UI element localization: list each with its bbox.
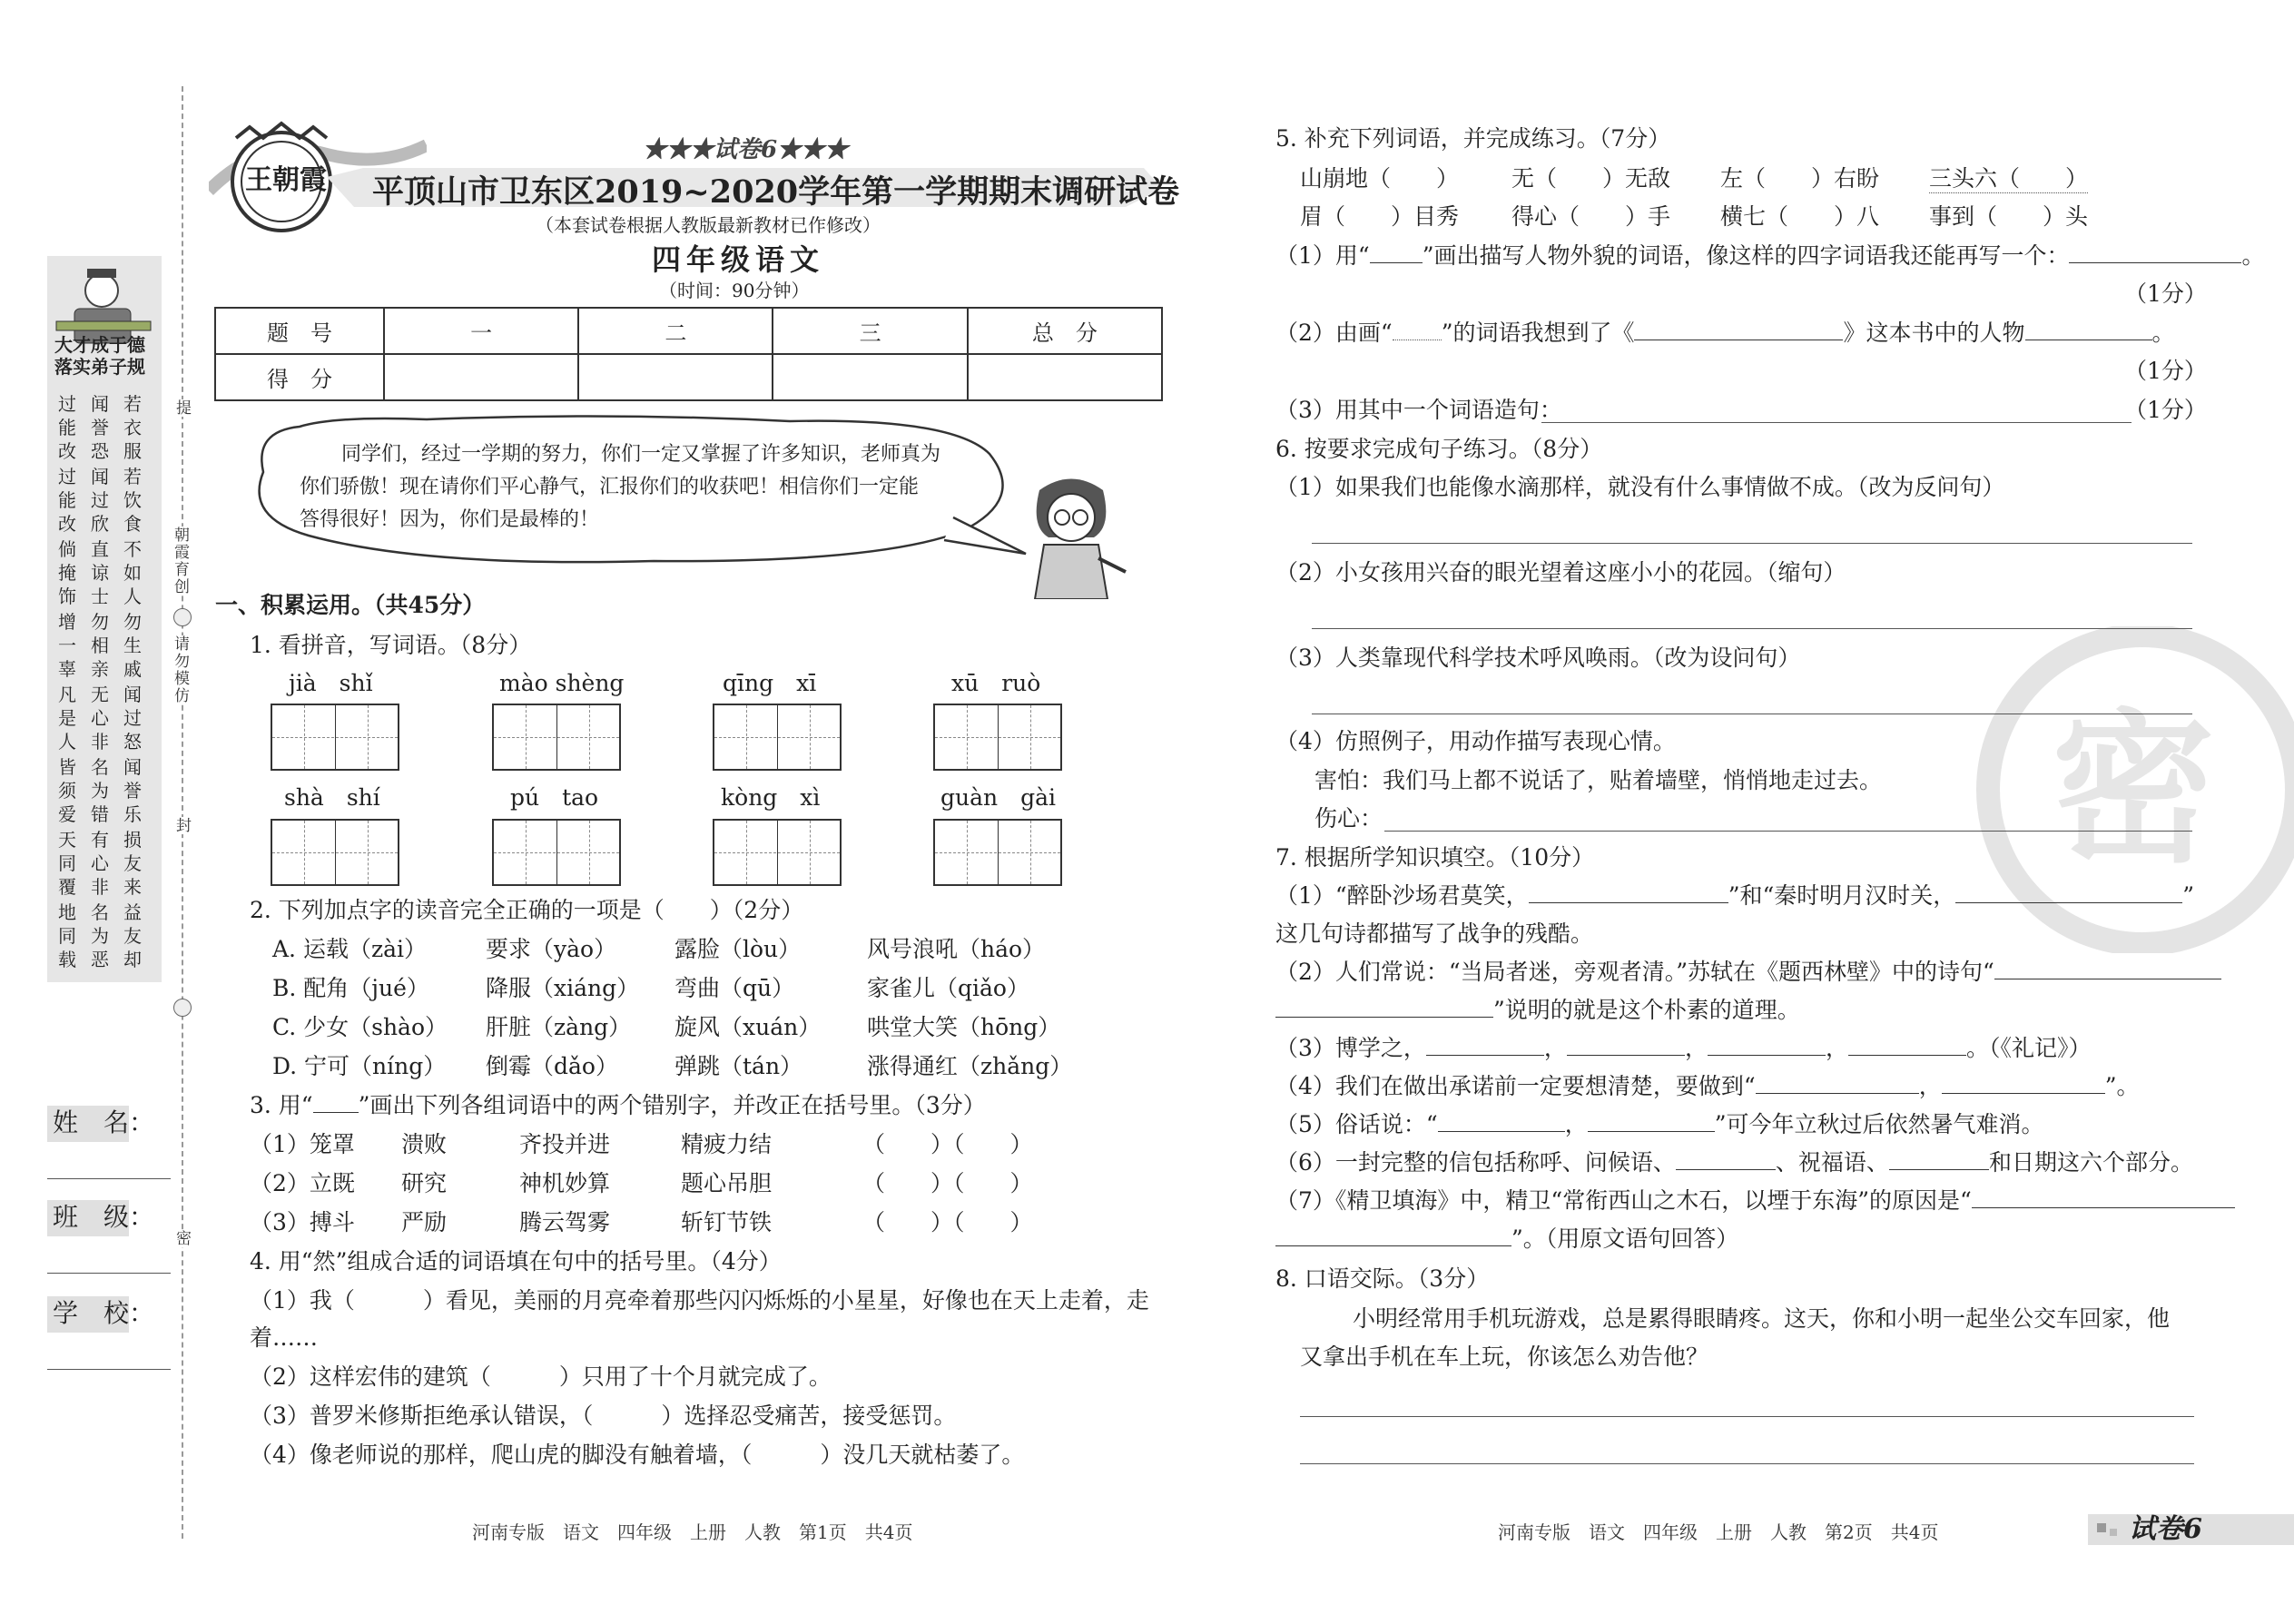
q3-word: 研究 bbox=[401, 1170, 448, 1196]
question-1: 1. 看拼音，写词语。（8分） bbox=[250, 632, 532, 658]
q6-4-example: 害怕：我们马上都不说话了，贴着墙壁，悄悄地走过去。 bbox=[1314, 767, 1883, 793]
writing-grid[interactable] bbox=[933, 704, 1062, 771]
exam-subtitle: （本套试卷根据人教版最新教材已作修改） bbox=[536, 214, 881, 236]
motto: 名为错 bbox=[91, 756, 109, 825]
option: 倒霉（dǎo） bbox=[486, 1053, 618, 1079]
motto: 天同覆 bbox=[58, 829, 76, 898]
underline-sample bbox=[313, 1092, 359, 1113]
school-label: 学 校： bbox=[53, 1298, 155, 1328]
score-header: 总 分 bbox=[968, 308, 1162, 354]
q7-7b: ”。（用原文语句回答） bbox=[1511, 1225, 1739, 1252]
exam-time: （时间：90分钟） bbox=[659, 280, 810, 301]
option: 弯曲（qū） bbox=[674, 975, 795, 1001]
q5-2-post: 》这本书中的人物 bbox=[1843, 320, 2025, 346]
q8-text-1: 小明经常用手机玩游戏，总是累得眼睛疼。这天，你和小明一起坐公交车回家，他 bbox=[1353, 1305, 2171, 1332]
answer-blank[interactable] bbox=[1426, 1035, 1544, 1056]
q5-word: 山崩地（ ） bbox=[1300, 165, 1460, 192]
option: 哄堂大笑（hōng） bbox=[867, 1014, 1061, 1040]
name-field[interactable] bbox=[47, 1178, 171, 1179]
motto: 益友却 bbox=[123, 901, 142, 970]
motto: 过能改 bbox=[58, 393, 76, 462]
pinyin-label: mào shèng bbox=[499, 670, 625, 696]
pinyin-label: guàn gài bbox=[940, 784, 1057, 811]
q7-7 bbox=[1275, 1187, 2235, 1215]
q3-word: （1）笼罩 bbox=[250, 1131, 355, 1157]
q7-1a: （1）“醉卧沙场君莫笑， bbox=[1275, 882, 1529, 909]
q5-1 bbox=[1275, 242, 2265, 270]
logo-text: 王朝霞 bbox=[245, 164, 327, 196]
motto: 损友来 bbox=[123, 829, 142, 898]
motto: 皆须爱 bbox=[58, 756, 76, 825]
answer-blank[interactable] bbox=[1529, 882, 1728, 903]
score-cell[interactable] bbox=[968, 354, 1162, 400]
q5-word: 三头六（ ） bbox=[1929, 165, 2089, 192]
comma: ， bbox=[1825, 1035, 1848, 1061]
q5-3: （3）用其中一个词语造句： bbox=[1275, 397, 1562, 423]
exam-title: 平顶山市卫东区2019~2020学年第一学期期末调研试卷 bbox=[372, 173, 1180, 211]
q5-word: 横七（ ）八 bbox=[1720, 203, 1880, 230]
writing-grid[interactable] bbox=[271, 819, 399, 886]
score-note: （1分） bbox=[2124, 358, 2207, 384]
option: 弹跳（tán） bbox=[674, 1053, 803, 1079]
class-label: 班 级： bbox=[53, 1202, 155, 1232]
q5-2-mid: ”的词语我想到了《 bbox=[1441, 320, 1635, 346]
answer-blank[interactable] bbox=[1955, 882, 2182, 903]
q6-4-sad-label: 伤心： bbox=[1314, 805, 1383, 832]
pinyin-label: qīng xī bbox=[723, 670, 817, 696]
motto: 过能改 bbox=[58, 466, 76, 535]
q7-4 bbox=[1275, 1073, 2140, 1100]
q7-7b-line bbox=[1275, 1225, 1738, 1253]
q3-word: 严励 bbox=[401, 1209, 448, 1235]
q3-pre: 3. 用“ bbox=[250, 1092, 313, 1118]
slogan-1: 大才成于德 bbox=[54, 334, 145, 356]
score-header: 二 bbox=[578, 308, 773, 354]
side-mark-ti: 提 bbox=[171, 399, 193, 417]
class-field[interactable] bbox=[47, 1273, 171, 1274]
q5-word: 事到（ ）头 bbox=[1929, 203, 2089, 230]
q5-word: 左（ ）右盼 bbox=[1720, 165, 1880, 192]
answer-blank[interactable] bbox=[1708, 1035, 1826, 1056]
q3-word: （3）搏斗 bbox=[250, 1209, 355, 1235]
motto: 凡是人 bbox=[58, 684, 76, 753]
motto: 闻过欣 bbox=[91, 466, 109, 535]
option: C. 少女（shào） bbox=[272, 1014, 448, 1040]
answer-blank[interactable] bbox=[2069, 242, 2241, 263]
answer-line[interactable] bbox=[1384, 831, 2192, 832]
motto: 倘掩饰 bbox=[58, 538, 76, 607]
period: 。 bbox=[2151, 320, 2175, 346]
motto: 闻过怒 bbox=[123, 684, 142, 753]
q3-word: 神机妙算 bbox=[519, 1170, 611, 1196]
answer-blank[interactable] bbox=[1676, 1149, 1776, 1170]
q5-word: 眉（ ）目秀 bbox=[1300, 203, 1460, 230]
motto: 勿生戚 bbox=[123, 611, 142, 680]
sidebar-panel bbox=[47, 256, 162, 982]
q6-1: （1）如果我们也能像水滴那样，就没有什么事情做不成。（改为反问句） bbox=[1275, 474, 2005, 500]
q7-2a: （2）人们常说：“当局者迷，旁观者清。”苏轼在《题西林壁》中的诗句“ bbox=[1275, 959, 1994, 985]
motto: 勿相亲 bbox=[91, 611, 109, 680]
pinyin-label: pú tao bbox=[510, 784, 599, 811]
side-mark-mi: 密 bbox=[171, 1230, 193, 1247]
motto: 有心非 bbox=[91, 829, 109, 898]
motto: 不如人 bbox=[123, 538, 142, 607]
q3-word: 溃败 bbox=[401, 1131, 448, 1157]
question-4: 4. 用“然”组成合适的词语填在句中的括号里。（4分） bbox=[250, 1248, 782, 1275]
q7-1c: ” bbox=[2182, 882, 2195, 909]
option: 旋风（xuán） bbox=[674, 1014, 822, 1040]
q7-2b: ”说明的就是这个朴素的道理。 bbox=[1493, 997, 1800, 1023]
option: 家雀儿（qiǎo） bbox=[867, 975, 1029, 1001]
score-cell[interactable] bbox=[773, 354, 967, 400]
teacher-illustration bbox=[1008, 472, 1135, 599]
side-mark-feng: 封 bbox=[171, 817, 193, 834]
motto: 若衣服 bbox=[123, 393, 142, 462]
option: B. 配角（jué） bbox=[272, 975, 429, 1001]
score-cell[interactable] bbox=[578, 354, 773, 400]
q3-word: 腾云驾雾 bbox=[519, 1209, 611, 1235]
q5-1-post: ”画出描写人物外貌的词语，像这样的四字词语我还能再写一个： bbox=[1422, 242, 2070, 269]
q7-2b-line bbox=[1275, 997, 1800, 1024]
q3-word: 斩钉节铁 bbox=[681, 1209, 773, 1235]
option: 涨得通红（zhǎng） bbox=[867, 1053, 1073, 1079]
q7-7a: （7）《精卫填海》中，精卫“常衔西山之木石，以堙于东海”的原因是“ bbox=[1275, 1187, 1972, 1214]
motto: 直谅士 bbox=[91, 538, 109, 607]
q7-3a: （3）博学之， bbox=[1275, 1035, 1426, 1061]
page-footer-left: 河南专版 语文 四年级 上册 人教 第1页 共4页 bbox=[472, 1521, 913, 1543]
answer-blank[interactable] bbox=[1942, 1073, 2105, 1094]
answer-line[interactable] bbox=[1312, 543, 2192, 544]
answer-line[interactable] bbox=[1312, 628, 2192, 629]
score-header: 三 bbox=[773, 308, 967, 354]
tag-square-icon bbox=[2097, 1523, 2106, 1532]
school-field[interactable] bbox=[47, 1369, 171, 1370]
binding-line bbox=[182, 86, 183, 1539]
question-5: 5. 补充下列词语，并完成练习。（7分） bbox=[1275, 125, 1671, 152]
q7-1d: 这几句诗都描写了战争的残酷。 bbox=[1275, 920, 1594, 947]
motto: 若饮食 bbox=[123, 466, 142, 535]
speech-line-3: 答得很好！因为，你们是最棒的！ bbox=[300, 508, 600, 531]
q7-5b: ”可今年立秋过后依然暑气难消。 bbox=[1714, 1111, 2044, 1137]
wavy-sample bbox=[1393, 320, 1442, 340]
answer-blank[interactable] bbox=[1634, 320, 1843, 340]
answer-blank[interactable] bbox=[1756, 1073, 1919, 1094]
paper-tag: 试卷6 bbox=[2129, 1513, 2202, 1545]
pinyin-label: jià shǐ bbox=[289, 670, 373, 696]
period: 。 bbox=[2241, 242, 2265, 269]
writing-grid[interactable] bbox=[492, 704, 621, 771]
answer-line[interactable] bbox=[1300, 1416, 2194, 1417]
q7-6a: （6）一封完整的信包括称呼、问候语、 bbox=[1275, 1149, 1676, 1176]
comma: ， bbox=[1543, 1035, 1567, 1061]
motto: 地同载 bbox=[58, 901, 76, 970]
pinyin-label: kòng xì bbox=[721, 784, 821, 811]
binding-hole bbox=[173, 999, 192, 1017]
q6-2: （2）小女孩用兴奋的眼光望着这座小小的花园。（缩句） bbox=[1275, 559, 1846, 586]
option: D. 宁可（níng） bbox=[272, 1053, 447, 1079]
writing-grid[interactable] bbox=[713, 819, 842, 886]
watermark-text: 密 bbox=[2052, 694, 2216, 885]
q3-answer-brackets[interactable]: （ ）（ ） bbox=[862, 1131, 1033, 1157]
answer-blank[interactable] bbox=[1588, 1111, 1715, 1132]
answer-blank[interactable] bbox=[1972, 1187, 2235, 1208]
binding-hole bbox=[173, 608, 192, 626]
answer-line[interactable] bbox=[1300, 1463, 2194, 1464]
motto: 无心非 bbox=[91, 684, 109, 753]
q7-4a: （4）我们在做出承诺前一定要想清楚，要做到“ bbox=[1275, 1073, 1756, 1099]
q5-1-pre: （1）用“ bbox=[1275, 242, 1370, 269]
answer-blank[interactable] bbox=[1438, 1111, 1565, 1132]
score-header: 题 号 bbox=[215, 308, 384, 354]
writing-grid[interactable] bbox=[933, 819, 1062, 886]
section-heading: 一、积累运用。（共45分） bbox=[215, 592, 486, 618]
question-2: 2. 下列加点字的读音完全正确的一项是（ ）（2分） bbox=[250, 897, 804, 923]
q6-3: （3）人类靠现代科学技术呼风唤雨。（改为设问句） bbox=[1275, 645, 1801, 671]
q7-3b: 。（《礼记》） bbox=[1965, 1035, 2092, 1061]
pinyin-label: shà shí bbox=[284, 784, 380, 811]
slogan-2: 落实弟子规 bbox=[54, 356, 145, 378]
speech-line-2: 你们骄傲！现在请你们平心静气，汇报你们的收获吧！相信你们一定能 bbox=[300, 476, 920, 498]
side-mark-copy: 请勿模仿 bbox=[169, 635, 192, 704]
writing-grid[interactable] bbox=[713, 704, 842, 771]
q7-5a: （5）俗话说：“ bbox=[1275, 1111, 1438, 1137]
writing-grid[interactable] bbox=[492, 819, 621, 886]
q7-3 bbox=[1275, 1035, 2091, 1062]
answer-blank[interactable] bbox=[1994, 959, 2221, 979]
q5-word: 得心（ ）手 bbox=[1511, 203, 1671, 230]
question-8: 8. 口语交际。（3分） bbox=[1275, 1265, 1490, 1292]
q4-line: （1）我（ ）看见，美丽的月亮牵着那些闪闪烁烁的小星星，好像也在天上走着，走 bbox=[250, 1287, 1149, 1314]
q7-1b: ”和“秦时明月汉时关， bbox=[1728, 882, 1956, 909]
option: 露脸（lòu） bbox=[674, 936, 802, 962]
score-cell[interactable] bbox=[384, 354, 578, 400]
option: 要求（yào） bbox=[486, 936, 617, 962]
q4-line: （2）这样宏伟的建筑（ ）只用了十个月就完成了。 bbox=[250, 1363, 832, 1390]
question-3 bbox=[250, 1092, 986, 1119]
speech-line-1: 同学们，经过一学期的努力，你们一定又掌握了许多知识，老师真为 bbox=[341, 443, 941, 466]
q7-6b: 、祝福语、 bbox=[1775, 1149, 1889, 1176]
q3-answer-brackets[interactable]: （ ）（ ） bbox=[862, 1170, 1033, 1196]
q6-4: （4）仿照例子，用动作描写表现心情。 bbox=[1275, 728, 1676, 754]
q7-4b: ”。 bbox=[2104, 1073, 2140, 1099]
q7-2 bbox=[1275, 959, 2221, 986]
q7-5 bbox=[1275, 1111, 2044, 1138]
option: A. 运载（zài） bbox=[272, 936, 428, 962]
q4-line: 着…… bbox=[250, 1324, 319, 1351]
name-label: 姓 名： bbox=[53, 1107, 155, 1137]
score-note: （1分） bbox=[2124, 397, 2207, 423]
answer-blank[interactable] bbox=[1848, 1035, 1966, 1056]
pinyin-label: xū ruò bbox=[951, 670, 1041, 696]
motto: 增一辜 bbox=[58, 611, 76, 680]
q7-6c: 和日期这六个部分。 bbox=[1988, 1149, 2193, 1176]
comma: ， bbox=[1684, 1035, 1708, 1061]
side-mark-brand: 朝霞育创 bbox=[169, 527, 192, 595]
underline-sample bbox=[1370, 242, 1423, 263]
q8-text-2: 又拿出手机在车上玩，你该怎么劝告他？ bbox=[1300, 1343, 1709, 1370]
motto-grid bbox=[54, 392, 154, 973]
q3-word: （2）立既 bbox=[250, 1170, 355, 1196]
answer-blank[interactable] bbox=[1275, 997, 1493, 1018]
tag-square-icon bbox=[2110, 1529, 2117, 1536]
q3-word: 齐投并进 bbox=[519, 1131, 611, 1157]
option: 降服（xiáng） bbox=[486, 975, 640, 1001]
q4-line: （4）像老师说的那样，爬山虎的脚没有触着墙，（ ）没几天就枯萎了。 bbox=[250, 1442, 1025, 1468]
score-table bbox=[214, 307, 1163, 401]
writing-grid[interactable] bbox=[271, 704, 399, 771]
question-6: 6. 按要求完成句子练习。（8分） bbox=[1275, 436, 1603, 462]
q3-answer-brackets[interactable]: （ ）（ ） bbox=[862, 1209, 1033, 1235]
q7-1 bbox=[1275, 882, 2194, 910]
answer-line[interactable] bbox=[1541, 422, 2132, 423]
q3-post: ”画出下列各组词语中的两个错别字，并改正在括号里。（3分） bbox=[358, 1092, 986, 1118]
q5-2-pre: （2）由画“ bbox=[1275, 320, 1393, 346]
q3-word: 精疲力结 bbox=[681, 1131, 773, 1157]
answer-blank[interactable] bbox=[1889, 1149, 1989, 1170]
q7-6 bbox=[1275, 1149, 2193, 1176]
series-badge: ★★★试卷6★★★ bbox=[643, 136, 849, 163]
score-row-label: 得 分 bbox=[215, 354, 384, 400]
answer-blank[interactable] bbox=[2025, 320, 2152, 340]
option: 肝脏（zàng） bbox=[486, 1014, 632, 1040]
option: 风号浪吼（háo） bbox=[867, 936, 1046, 962]
grade-subject: 四年级语文 bbox=[652, 242, 825, 277]
motto: 闻誉恐 bbox=[91, 393, 109, 462]
answer-blank[interactable] bbox=[1567, 1035, 1685, 1056]
motto: 闻誉乐 bbox=[123, 756, 142, 825]
score-note: （1分） bbox=[2124, 281, 2207, 307]
q4-line: （3）普罗米修斯拒绝承认错误，（ ）选择忍受痛苦，接受惩罚。 bbox=[250, 1403, 957, 1429]
q5-word: 无（ ）无敌 bbox=[1511, 165, 1671, 192]
comma: ， bbox=[1564, 1111, 1588, 1137]
score-header: 一 bbox=[384, 308, 578, 354]
question-7: 7. 根据所学知识填空。（10分） bbox=[1275, 844, 1595, 871]
page-footer-right: 河南专版 语文 四年级 上册 人教 第2页 共4页 bbox=[1498, 1521, 1939, 1543]
answer-blank[interactable] bbox=[1275, 1225, 1511, 1246]
q3-word: 题心吊胆 bbox=[681, 1170, 773, 1196]
comma: ， bbox=[1918, 1073, 1942, 1099]
motto: 名为恶 bbox=[91, 901, 109, 970]
q5-2 bbox=[1275, 320, 2175, 347]
